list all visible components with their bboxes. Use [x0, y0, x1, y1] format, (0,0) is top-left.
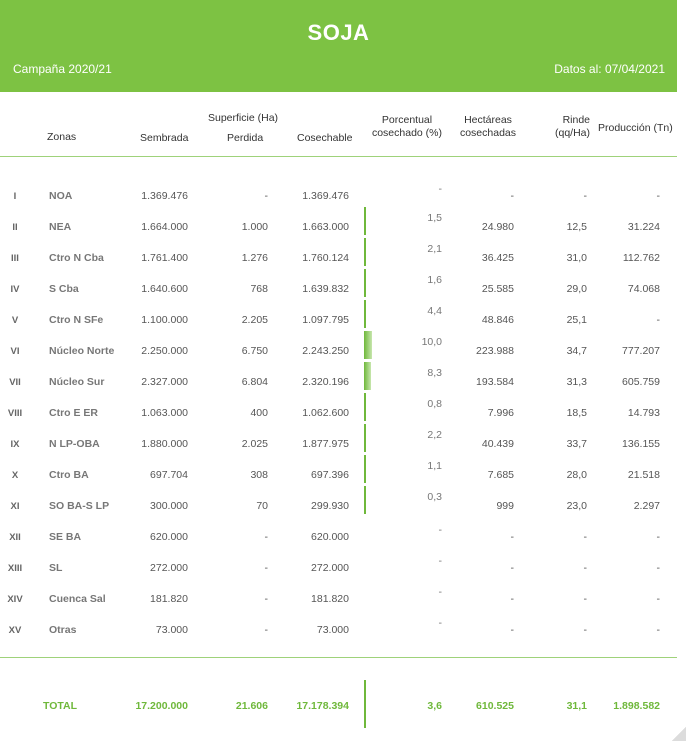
row-perdida: 6.750	[241, 345, 268, 357]
row-produccion: 31.224	[627, 221, 660, 233]
row-pct: 1,6	[427, 274, 442, 286]
row-zona: Ctro N Cba	[49, 252, 104, 264]
row-pct: 1,5	[427, 212, 442, 224]
table-row	[0, 427, 677, 458]
row-cosechable: 1.877.975	[302, 438, 349, 450]
row-cosechable: 697.396	[311, 469, 349, 481]
row-pct: -	[438, 617, 442, 629]
table-row	[0, 365, 677, 396]
row-hectareas: -	[510, 562, 514, 574]
row-number: VII	[9, 377, 21, 388]
col-rinde	[548, 114, 590, 140]
row-rinde: -	[583, 531, 587, 543]
row-produccion: 605.759	[622, 376, 660, 388]
row-sembrada: 181.820	[150, 593, 188, 605]
row-zona: Núcleo Norte	[49, 345, 115, 357]
row-zona: SL	[49, 562, 63, 574]
row-cosechable: 1.062.600	[302, 407, 349, 419]
row-hectareas: -	[510, 531, 514, 543]
row-produccion: 777.207	[622, 345, 660, 357]
body-separator	[0, 657, 677, 658]
row-rinde: -	[583, 624, 587, 636]
row-cosechable: 272.000	[311, 562, 349, 574]
row-rinde: -	[583, 190, 587, 202]
row-cosechable: 620.000	[311, 531, 349, 543]
row-zona: Otras	[49, 624, 77, 636]
pct-bar	[364, 207, 366, 235]
row-perdida: -	[264, 531, 268, 543]
row-perdida: 768	[250, 283, 268, 295]
table-row	[0, 613, 677, 644]
row-perdida: 400	[250, 407, 268, 419]
row-cosechable: 73.000	[316, 624, 349, 636]
row-perdida: -	[264, 562, 268, 574]
row-sembrada: 1.100.000	[141, 314, 188, 326]
pct-bar	[364, 455, 366, 483]
table-row	[0, 179, 677, 210]
row-rinde: 33,7	[566, 438, 587, 450]
row-sembrada: 697.704	[150, 469, 188, 481]
pct-bar	[364, 238, 366, 266]
row-produccion: -	[656, 624, 660, 636]
row-rinde: 31,0	[566, 252, 587, 264]
row-perdida: 1.000	[241, 221, 268, 233]
total-cosechable: 17.178.394	[296, 700, 349, 712]
page-title: SOJA	[307, 20, 370, 45]
table-row	[0, 458, 677, 489]
row-sembrada: 2.250.000	[141, 345, 188, 357]
row-hectareas: 193.584	[476, 376, 514, 388]
col-porcentual-line1: Porcentual	[381, 114, 433, 126]
row-perdida: 6.804	[241, 376, 268, 388]
col-perdida: Perdida	[227, 132, 264, 144]
total-pct: 3,6	[427, 700, 442, 712]
row-perdida: 2.205	[241, 314, 268, 326]
row-cosechable: 1.097.795	[302, 314, 349, 326]
row-hectareas: -	[510, 593, 514, 605]
pct-bar	[364, 300, 366, 328]
row-number: IX	[10, 439, 20, 450]
row-number: XIII	[7, 563, 23, 574]
row-pct: 2,2	[427, 429, 442, 441]
row-produccion: 2.297	[633, 500, 660, 512]
row-hectareas: 999	[496, 500, 514, 512]
row-rinde: 18,5	[566, 407, 587, 419]
col-hectareas-line2: cosechadas	[459, 127, 517, 139]
row-number: XIV	[7, 594, 23, 605]
table-row	[0, 551, 677, 582]
row-produccion: -	[656, 562, 660, 574]
col-hectareas	[453, 114, 523, 140]
row-cosechable: 299.930	[311, 500, 349, 512]
row-sembrada: 1.880.000	[141, 438, 188, 450]
pct-bar	[364, 331, 372, 359]
row-sembrada: 2.327.000	[141, 376, 188, 388]
row-rinde: 28,0	[566, 469, 587, 481]
row-produccion: 136.155	[622, 438, 660, 450]
data-date-label: Datos al: 07/04/2021	[554, 62, 665, 76]
row-produccion: -	[656, 531, 660, 543]
pct-bar	[364, 486, 366, 514]
row-perdida: 1.276	[241, 252, 268, 264]
pct-bar	[364, 393, 366, 421]
row-number: VI	[10, 346, 20, 357]
row-pct: -	[438, 183, 442, 195]
row-produccion: -	[656, 190, 660, 202]
row-hectareas: 24.980	[481, 221, 514, 233]
table-row	[0, 303, 677, 334]
row-hectareas: 25.585	[481, 283, 514, 295]
total-label: TOTAL	[43, 700, 78, 712]
row-zona: NEA	[49, 221, 72, 233]
row-zona: SE BA	[49, 531, 82, 543]
row-sembrada: 272.000	[150, 562, 188, 574]
row-number: XI	[10, 501, 20, 512]
row-number: II	[12, 222, 18, 233]
row-sembrada: 1.369.476	[141, 190, 188, 202]
row-pct: -	[438, 555, 442, 567]
row-pct: 8,3	[427, 367, 442, 379]
row-hectareas: 48.846	[481, 314, 514, 326]
row-cosechable: 181.820	[311, 593, 349, 605]
total-produccion: 1.898.582	[613, 700, 660, 712]
row-number: X	[11, 470, 19, 481]
total-sembrada: 17.200.000	[135, 700, 188, 712]
row-pct: 2,1	[427, 243, 442, 255]
row-produccion: -	[656, 314, 660, 326]
row-pct: -	[438, 524, 442, 536]
row-rinde: 29,0	[566, 283, 587, 295]
col-porcentual-line2: cosechado (%)	[371, 127, 443, 139]
row-sembrada: 1.664.000	[141, 221, 188, 233]
table-row	[0, 520, 677, 551]
row-rinde: -	[583, 562, 587, 574]
row-number: XII	[9, 532, 21, 543]
row-zona: SO BA-S LP	[49, 500, 110, 512]
row-cosechable: 1.369.476	[302, 190, 349, 202]
table-row	[0, 396, 677, 427]
row-number: V	[11, 315, 19, 326]
col-rinde-line1: Rinde	[562, 114, 590, 126]
row-rinde: -	[583, 593, 587, 605]
row-zona: N LP-OBA	[49, 438, 100, 450]
row-perdida: 2.025	[241, 438, 268, 450]
row-number: VIII	[7, 408, 23, 419]
row-zona: Núcleo Sur	[49, 376, 105, 388]
row-rinde: 12,5	[566, 221, 587, 233]
row-pct: -	[438, 586, 442, 598]
table-row	[0, 582, 677, 613]
row-hectareas: -	[510, 190, 514, 202]
row-number: III	[11, 253, 19, 264]
row-hectareas: 40.439	[481, 438, 514, 450]
row-cosechable: 1.639.832	[302, 283, 349, 295]
table-row	[0, 334, 677, 365]
row-perdida: -	[264, 593, 268, 605]
row-pct: 0,3	[427, 491, 442, 503]
row-sembrada: 300.000	[150, 500, 188, 512]
total-row	[0, 680, 677, 730]
table-row	[0, 210, 677, 241]
pct-bar	[364, 424, 366, 452]
table-row	[0, 272, 677, 303]
row-cosechable: 1.760.124	[302, 252, 349, 264]
row-sembrada: 1.063.000	[141, 407, 188, 419]
col-sembrada: Sembrada	[140, 132, 189, 144]
row-hectareas: 223.988	[476, 345, 514, 357]
row-rinde: 31,3	[566, 376, 587, 388]
col-rinde-line2: (qq/Ha)	[554, 127, 590, 139]
header-separator	[0, 156, 677, 157]
row-cosechable: 2.243.250	[302, 345, 349, 357]
row-number: I	[13, 191, 17, 202]
row-rinde: 34,7	[566, 345, 587, 357]
page-curl-corner	[672, 727, 686, 741]
row-perdida: -	[264, 190, 268, 202]
row-hectareas: -	[510, 624, 514, 636]
table-row	[0, 241, 677, 272]
row-sembrada: 620.000	[150, 531, 188, 543]
row-pct: 0,8	[427, 398, 442, 410]
row-sembrada: 1.761.400	[141, 252, 188, 264]
row-pct: 10,0	[421, 336, 442, 348]
col-porcentual	[368, 114, 446, 140]
total-rinde: 31,1	[566, 700, 587, 712]
col-zonas: Zonas	[47, 131, 77, 143]
row-hectareas: 36.425	[481, 252, 514, 264]
row-zona: Cuenca Sal	[49, 593, 106, 605]
row-perdida: 308	[250, 469, 268, 481]
row-produccion: -	[656, 593, 660, 605]
row-number: IV	[10, 284, 20, 295]
row-produccion: 21.518	[627, 469, 660, 481]
row-produccion: 112.762	[622, 252, 660, 264]
row-hectareas: 7.996	[487, 407, 514, 419]
row-zona: Ctro BA	[49, 469, 89, 481]
header-banner	[0, 0, 677, 92]
row-hectareas: 7.685	[487, 469, 514, 481]
row-zona: Ctro E ER	[49, 407, 99, 419]
total-perdida: 21.606	[235, 700, 268, 712]
total-hectareas: 610.525	[476, 700, 514, 712]
row-produccion: 74.068	[627, 283, 660, 295]
campaign-label: Campaña 2020/21	[13, 62, 112, 76]
row-perdida: -	[264, 624, 268, 636]
row-cosechable: 1.663.000	[302, 221, 349, 233]
row-rinde: 25,1	[566, 314, 587, 326]
col-superficie-group: Superficie (Ha)	[208, 112, 279, 124]
row-cosechable: 2.320.196	[302, 376, 349, 388]
row-pct: 1,1	[427, 460, 442, 472]
pct-bar	[364, 269, 366, 297]
pct-bar	[364, 362, 371, 390]
row-rinde: 23,0	[566, 500, 587, 512]
col-hectareas-line1: Hectáreas	[464, 114, 512, 126]
row-number: XV	[8, 625, 22, 636]
row-zona: NOA	[49, 190, 73, 202]
table-row	[0, 489, 677, 520]
total-pct-bar	[364, 680, 366, 728]
row-zona: Ctro N SFe	[49, 314, 104, 326]
row-sembrada: 73.000	[155, 624, 188, 636]
row-produccion: 14.793	[627, 407, 660, 419]
col-cosechable: Cosechable	[297, 132, 353, 144]
row-perdida: 70	[256, 500, 268, 512]
col-produccion: Producción (Tn)	[598, 122, 673, 134]
row-sembrada: 1.640.600	[141, 283, 188, 295]
row-pct: 4,4	[427, 305, 442, 317]
row-zona: S Cba	[49, 283, 79, 295]
